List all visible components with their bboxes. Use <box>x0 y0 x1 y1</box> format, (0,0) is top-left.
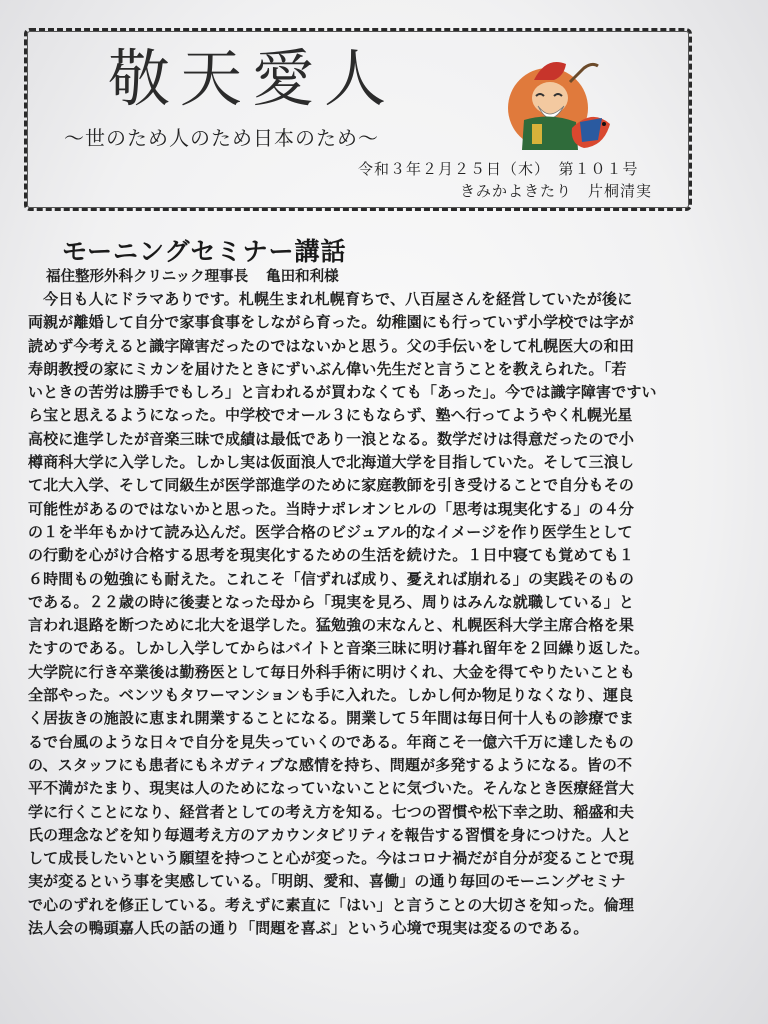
body-line: く居抜きの施設に恵まれ開業することになる。開業して５年間は毎日何十人もの診療でま <box>28 709 635 728</box>
body-line: 寿朗教授の家にミカンを届けたときにずいぶん偉い先生だと言うことを教えられた。「若 <box>28 359 627 378</box>
speaker-affiliation: 福住整形外科クリニック理事長 <box>46 269 249 285</box>
body-line: て北大入学、そして同級生が医学部進学のために家庭教師を引き受けることで自分もその <box>28 476 635 495</box>
body-line: 樽商科大学に入学した。しかし実は仮面浪人で北海道大学を目指していた。そして三浪し <box>28 453 635 472</box>
body-line: いときの苦労は勝手でもしろ」と言われるが買わなくても「あった」。今では識字障害ですい <box>28 383 657 402</box>
speaker-name: 亀田和利様 <box>266 269 339 285</box>
body-line: の１を半年もかけて読み込んだ。医学合格のビジュアル的なイメージを作り医学生として <box>28 522 633 541</box>
body-line: の行動を心がけ合格する思考を現実化するための生活を続けた。１日中寝ても覚めても１ <box>28 546 635 565</box>
issue-date: 令和３年２月２５日（木） 第１０１号 <box>358 160 639 178</box>
body-line: ６時間もの勉強にも耐えた。これこそ「信ずれば成り、憂えれば崩れる」の実践そのもの <box>28 569 635 588</box>
body-line: 実が変るという事を実感している。「明朗、愛和、喜働」の通り毎回のモーニングセミナ <box>28 872 626 891</box>
body-line: 高校に進学したが音楽三昧で成績は最低であり一浪となる。数学だけは得意だったので小 <box>28 429 635 448</box>
body-line: 今日も人にドラマありです。札幌生まれ札幌育ちで、八百屋さんを経営していたが後に <box>28 290 633 308</box>
article-title: モーニングセミナー講話 <box>62 237 347 266</box>
body-line: ら宝と思えるようになった。中学校でオール３にもならず、塾へ行ってようやく札幌光星 <box>28 406 633 425</box>
body-line: 可能性があるのではないかと思った。当時ナポレオンヒルの「思考は現実化する」の４分 <box>28 499 635 518</box>
speaker-line <box>46 265 339 286</box>
body-line: 全部やった。ベンツもタワーマンションも手に入れた。しかし何か物足りなくなり、運良 <box>28 686 634 705</box>
body-line: たすのである。しかし入学してからはバイトと音楽三昧に明け暮れ留年を２回繰り返した。 <box>28 639 650 658</box>
body-line: 両親が離婚して自分で家事食事をしながら育った。幼稚園にも行っていず小学校では字が <box>28 313 635 332</box>
article-body <box>28 288 744 940</box>
body-line: して成長したいという願望を持つこと心が変った。今はコロナ禍だが自分が変ることで現 <box>28 849 635 868</box>
body-line: 法人会の鴨頭嘉人氏の話の通り「問題を喜ぶ」という心境で現実は変るのである。 <box>28 919 589 938</box>
newsletter-title: 敬天愛人 <box>108 42 397 115</box>
body-line: 学に行くことになり、経営者としての考え方を知る。七つの習慣や松下幸之助、稲盛和夫 <box>28 802 635 821</box>
body-line: である。２２歳の時に後妻となった母から「現実を見ろ、周りはみんな就職している」と <box>28 592 635 611</box>
body-line: 大学院に行き卒業後は勤務医として毎日外科手術に明けくれ、大金を得てやりたいことも <box>28 662 635 681</box>
body-line: るで台風のような日々で自分を見失っていくのである。年商こそ一億六千万に達したもの <box>28 732 634 751</box>
body-line: の、スタッフにも患者にもネガティブな感情を持ち、問題が多発するようになる。皆の不 <box>28 755 633 774</box>
ebisu-mascot-icon <box>506 50 612 160</box>
body-line: で心のずれを修正している。考えずに素直に「はい」と言うことの大切さを知った。倫理 <box>28 895 635 914</box>
body-line: 言われ退路を断つために北大を退学した。猛勉強の末なんと、札幌医科大学主席合格を果 <box>28 616 635 635</box>
body-line: 平不満がたまり、現実は人のためになっていないことに気づいた。そんなとき医療経営大 <box>28 779 635 798</box>
body-line: 氏の理念などを知り毎週考え方のアカウンタビリティを報告する習慣を身につけた。人と <box>28 825 632 844</box>
author-line: きみかよきたり 片桐清実 <box>460 182 653 200</box>
body-line: 読めず今考えると識字障害だったのではないかと思う。父の手伝いをして札幌医大の和田 <box>28 336 635 355</box>
newsletter-subtitle: 〜世のため人のため日本のため〜 <box>64 126 379 150</box>
